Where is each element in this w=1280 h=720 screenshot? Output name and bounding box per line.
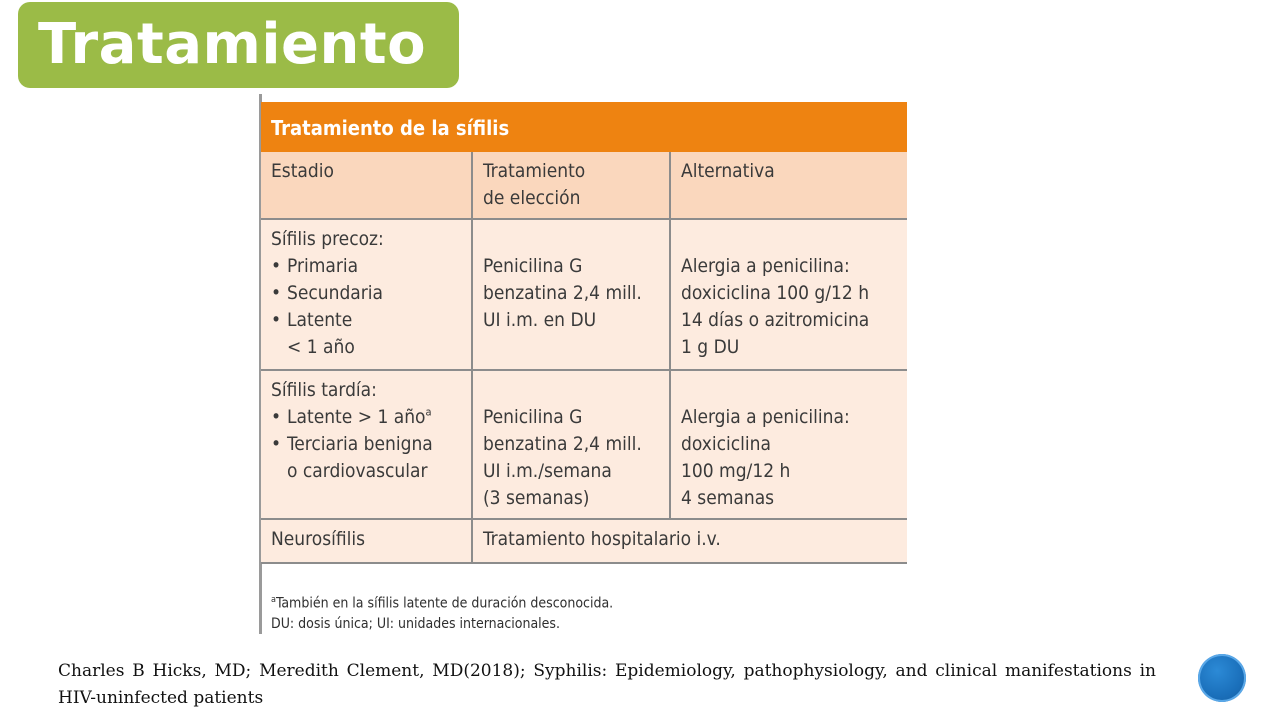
alternative-cell: Alergia a penicilina: doxiciclina 100 g/12 h 14 días o azitromicina 1 g DU <box>670 219 907 370</box>
syphilis-treatment-table-image <box>257 94 907 634</box>
slide-title: Tratamiento <box>38 12 427 77</box>
list-item: • Latente > 1 año$^a$ <box>271 405 432 428</box>
list-item: • Primaria <box>271 255 359 277</box>
table-row-late-syphilis <box>261 370 907 519</box>
list-item: • Terciaria benigna <box>271 433 433 455</box>
title-banner <box>18 2 459 88</box>
list-item: • Secundaria <box>271 282 384 304</box>
treatment-cell: Penicilina G benzatina 2,4 mill. UI i.m./semana (3 semanas) <box>472 370 670 519</box>
stage-cell: Sífilis precoz: • Primaria • Secundaria • Latente < 1 año <box>261 219 472 370</box>
header-stage: Estadio <box>261 152 472 219</box>
circle-icon <box>1198 654 1246 702</box>
treatment-cell: Penicilina G benzatina 2,4 mill. UI i.m. en DU <box>472 219 670 370</box>
table-row-neurosyphilis <box>261 519 907 563</box>
footnote-2: DU: dosis única; UI: unidades internacionales. <box>271 615 560 632</box>
table-header-row <box>261 152 907 219</box>
table-footnotes <box>271 590 613 634</box>
treatment-table <box>261 102 907 564</box>
citation-text: Charles B Hicks, MD; Meredith Clement, MD(2018); Syphilis: Epidemiology, pathophysiology, and clinical manifestations in HIV-uninfected patients <box>58 661 1156 708</box>
treatment-cell: Tratamiento hospitalario i.v. <box>472 519 907 563</box>
stage-cell: Sífilis tardía: • Latente > 1 año$^a$ • Terciaria benigna o cardiovascular <box>261 370 472 519</box>
list-item: • Latente <box>271 309 353 331</box>
stage-cell: Neurosífilis <box>261 519 472 563</box>
alternative-cell: Alergia a penicilina: doxiciclina 100 mg/12 h 4 semanas <box>670 370 907 519</box>
treatment-grid <box>261 152 907 564</box>
footnote-1: $^a$También en la sífilis latente de duración desconocida. <box>271 595 614 612</box>
table-row-early-syphilis <box>261 219 907 370</box>
header-alternative: Alternativa <box>670 152 907 219</box>
header-treatment: Tratamiento de elección <box>472 152 670 219</box>
table-title: Tratamiento de la sífilis <box>261 102 907 152</box>
